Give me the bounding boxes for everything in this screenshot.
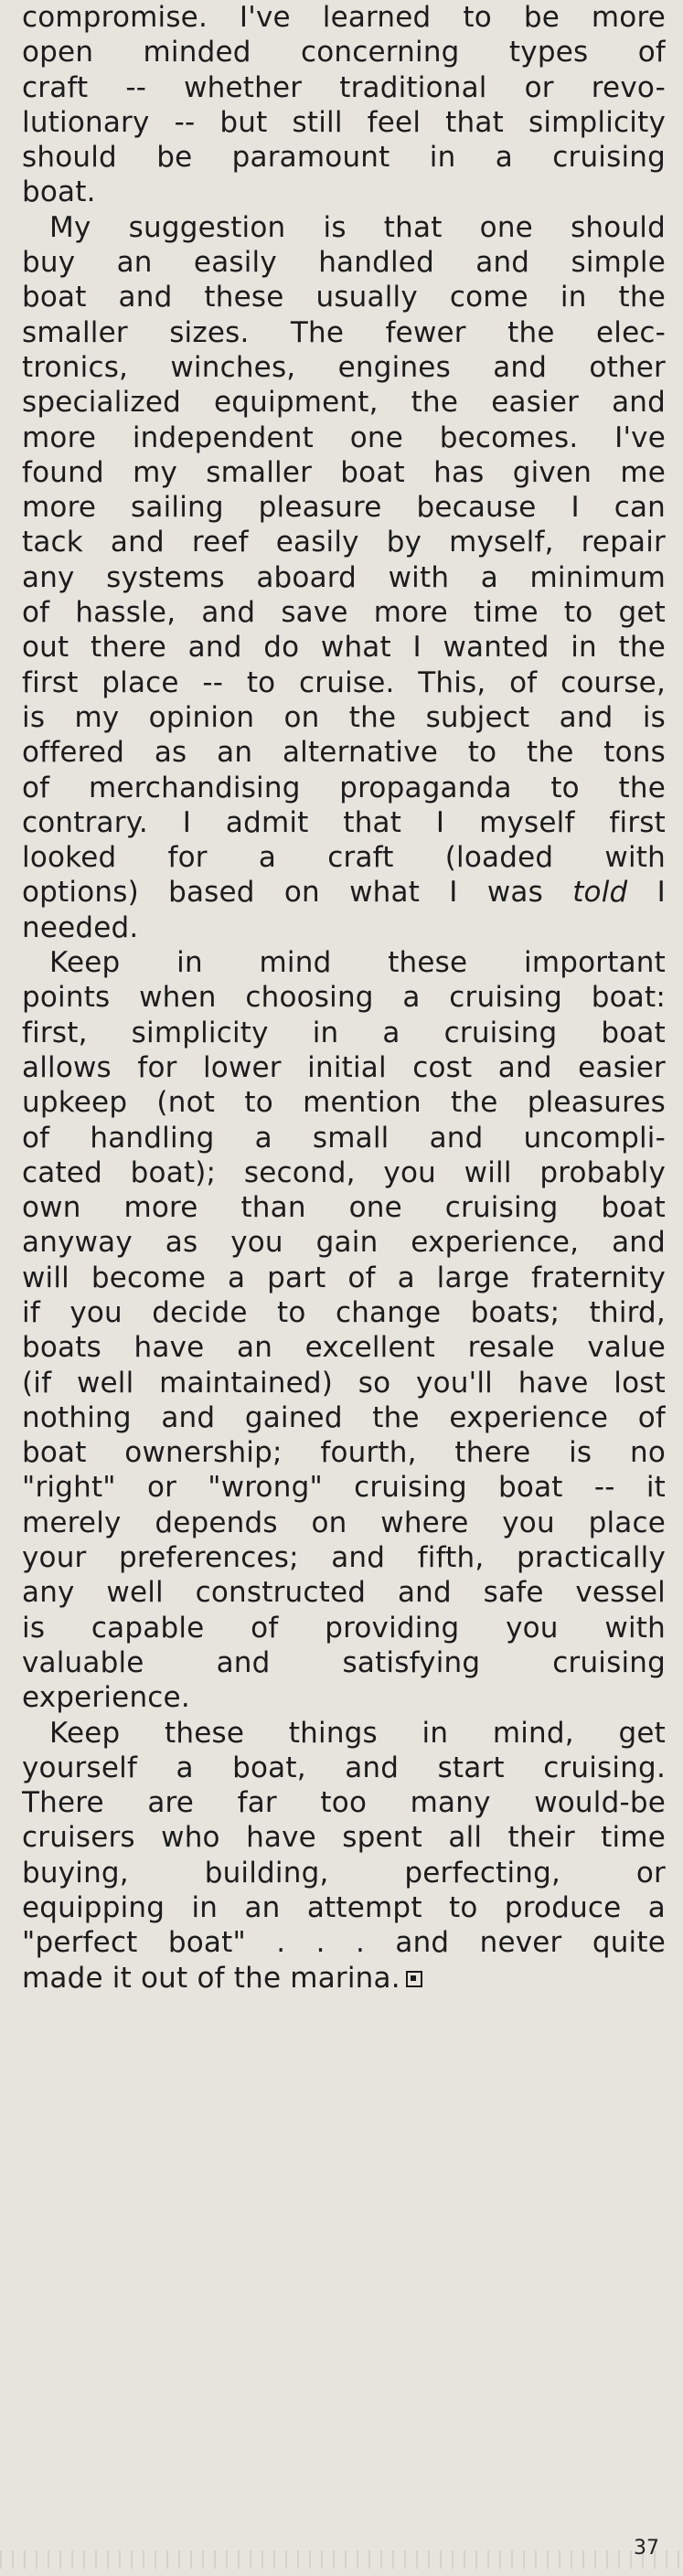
- article-text-column: [22, 0, 666, 1996]
- text-line: experience.: [22, 1681, 190, 1715]
- text-line: buying, building, perfecting, or: [22, 1856, 666, 1889]
- text-line: more independent one becomes. I've: [22, 420, 666, 454]
- text-line: more sailing pleasure because I can: [22, 491, 666, 525]
- text-line: of merchandising propaganda to the: [22, 771, 666, 804]
- text-line: Keep these things in mind, get: [49, 1716, 666, 1750]
- text-line: nothing and gained the experience of: [22, 1400, 666, 1434]
- text-line: points when choosing a cruising boat:: [22, 981, 666, 1015]
- text-line: boat and these usually come in the: [22, 281, 666, 314]
- text-line: offered as an alternative to the tons: [22, 736, 666, 770]
- text-line: boat ownership; fourth, there is no: [22, 1436, 666, 1470]
- text-line: allows for lower initial cost and easier: [22, 1050, 666, 1084]
- text-line: boats have an excellent resale value: [22, 1331, 666, 1365]
- text-line: equipping in an attempt to produce a: [22, 1891, 666, 1925]
- text-line: out there and do what I wanted in the: [22, 631, 666, 665]
- text-line: My suggestion is that one should: [49, 210, 666, 244]
- text-line: your preferences; and fifth, practically: [22, 1541, 666, 1575]
- article-paragraph: [22, 0, 666, 210]
- text-line: (if well maintained) so you'll have lost: [22, 1366, 666, 1400]
- text-line: open minded concerning types of: [22, 36, 666, 69]
- print-artifact-footer: [0, 2550, 683, 2569]
- text-line: buy an easily handled and simple: [22, 246, 666, 280]
- text-line: looked for a craft (loaded with: [22, 841, 666, 875]
- text-line: of handling a small and uncompli-: [22, 1121, 666, 1155]
- text-line: is capable of providing you with: [22, 1611, 666, 1645]
- article-paragraph: [22, 945, 666, 1716]
- text-line: any well constructed and safe vessel: [22, 1576, 666, 1610]
- text-line: options) based on what I was told I: [22, 876, 666, 910]
- text-line: cruisers who have spent all their time: [22, 1821, 666, 1855]
- text-line: There are far too many would-be: [22, 1786, 666, 1820]
- text-line: should be paramount in a cruising: [22, 141, 666, 175]
- text-line: merely depends on where you place: [22, 1506, 666, 1539]
- text-line: yourself a boat, and start cruising.: [22, 1751, 666, 1784]
- text-line: "right" or "wrong" cruising boat -- it: [22, 1471, 666, 1505]
- text-line: found my smaller boat has given me: [22, 455, 666, 489]
- text-line: Keep in mind these important: [49, 946, 666, 980]
- text-line: valuable and satisfying cruising: [22, 1645, 666, 1679]
- text-line: compromise. I've learned to be more: [22, 1, 666, 34]
- text-line: boat.: [22, 176, 96, 209]
- text-line: made it out of the marina.: [22, 1961, 666, 1996]
- text-line: first, simplicity in a cruising boat: [22, 1016, 666, 1049]
- text-line: first place -- to cruise. This, of course,: [22, 665, 666, 699]
- text-line: needed.: [22, 910, 139, 944]
- text-line: cated boat); second, you will probably: [22, 1155, 666, 1189]
- page-number: 37: [634, 2537, 659, 2560]
- text-line: anyway as you gain experience, and: [22, 1226, 666, 1260]
- text-line: any systems aboard with a minimum: [22, 560, 666, 594]
- text-line: "perfect boat" . . . and never quite: [22, 1926, 666, 1960]
- article-paragraph: [22, 210, 666, 945]
- text-line: craft -- whether traditional or revo-: [22, 70, 666, 104]
- text-line: if you decide to change boats; third,: [22, 1295, 666, 1329]
- text-line: tronics, winches, engines and other: [22, 350, 666, 384]
- text-line: will become a part of a large fraternity: [22, 1261, 666, 1294]
- text-line: own more than one cruising boat: [22, 1191, 666, 1225]
- text-line: specialized equipment, the easier and: [22, 386, 666, 420]
- end-of-article-mark: [406, 1971, 422, 1987]
- text-line: tack and reef easily by myself, repair: [22, 526, 666, 559]
- text-line: contrary. I admit that I myself first: [22, 805, 666, 839]
- text-line: smaller sizes. The fewer the elec-: [22, 315, 666, 349]
- text-line: of hassle, and save more time to get: [22, 596, 666, 630]
- article-paragraph: [22, 1716, 666, 1996]
- text-line: is my opinion on the subject and is: [22, 700, 666, 734]
- text-line: upkeep (not to mention the pleasures: [22, 1086, 666, 1120]
- text-line: lutionary -- but still feel that simplicity: [22, 105, 666, 139]
